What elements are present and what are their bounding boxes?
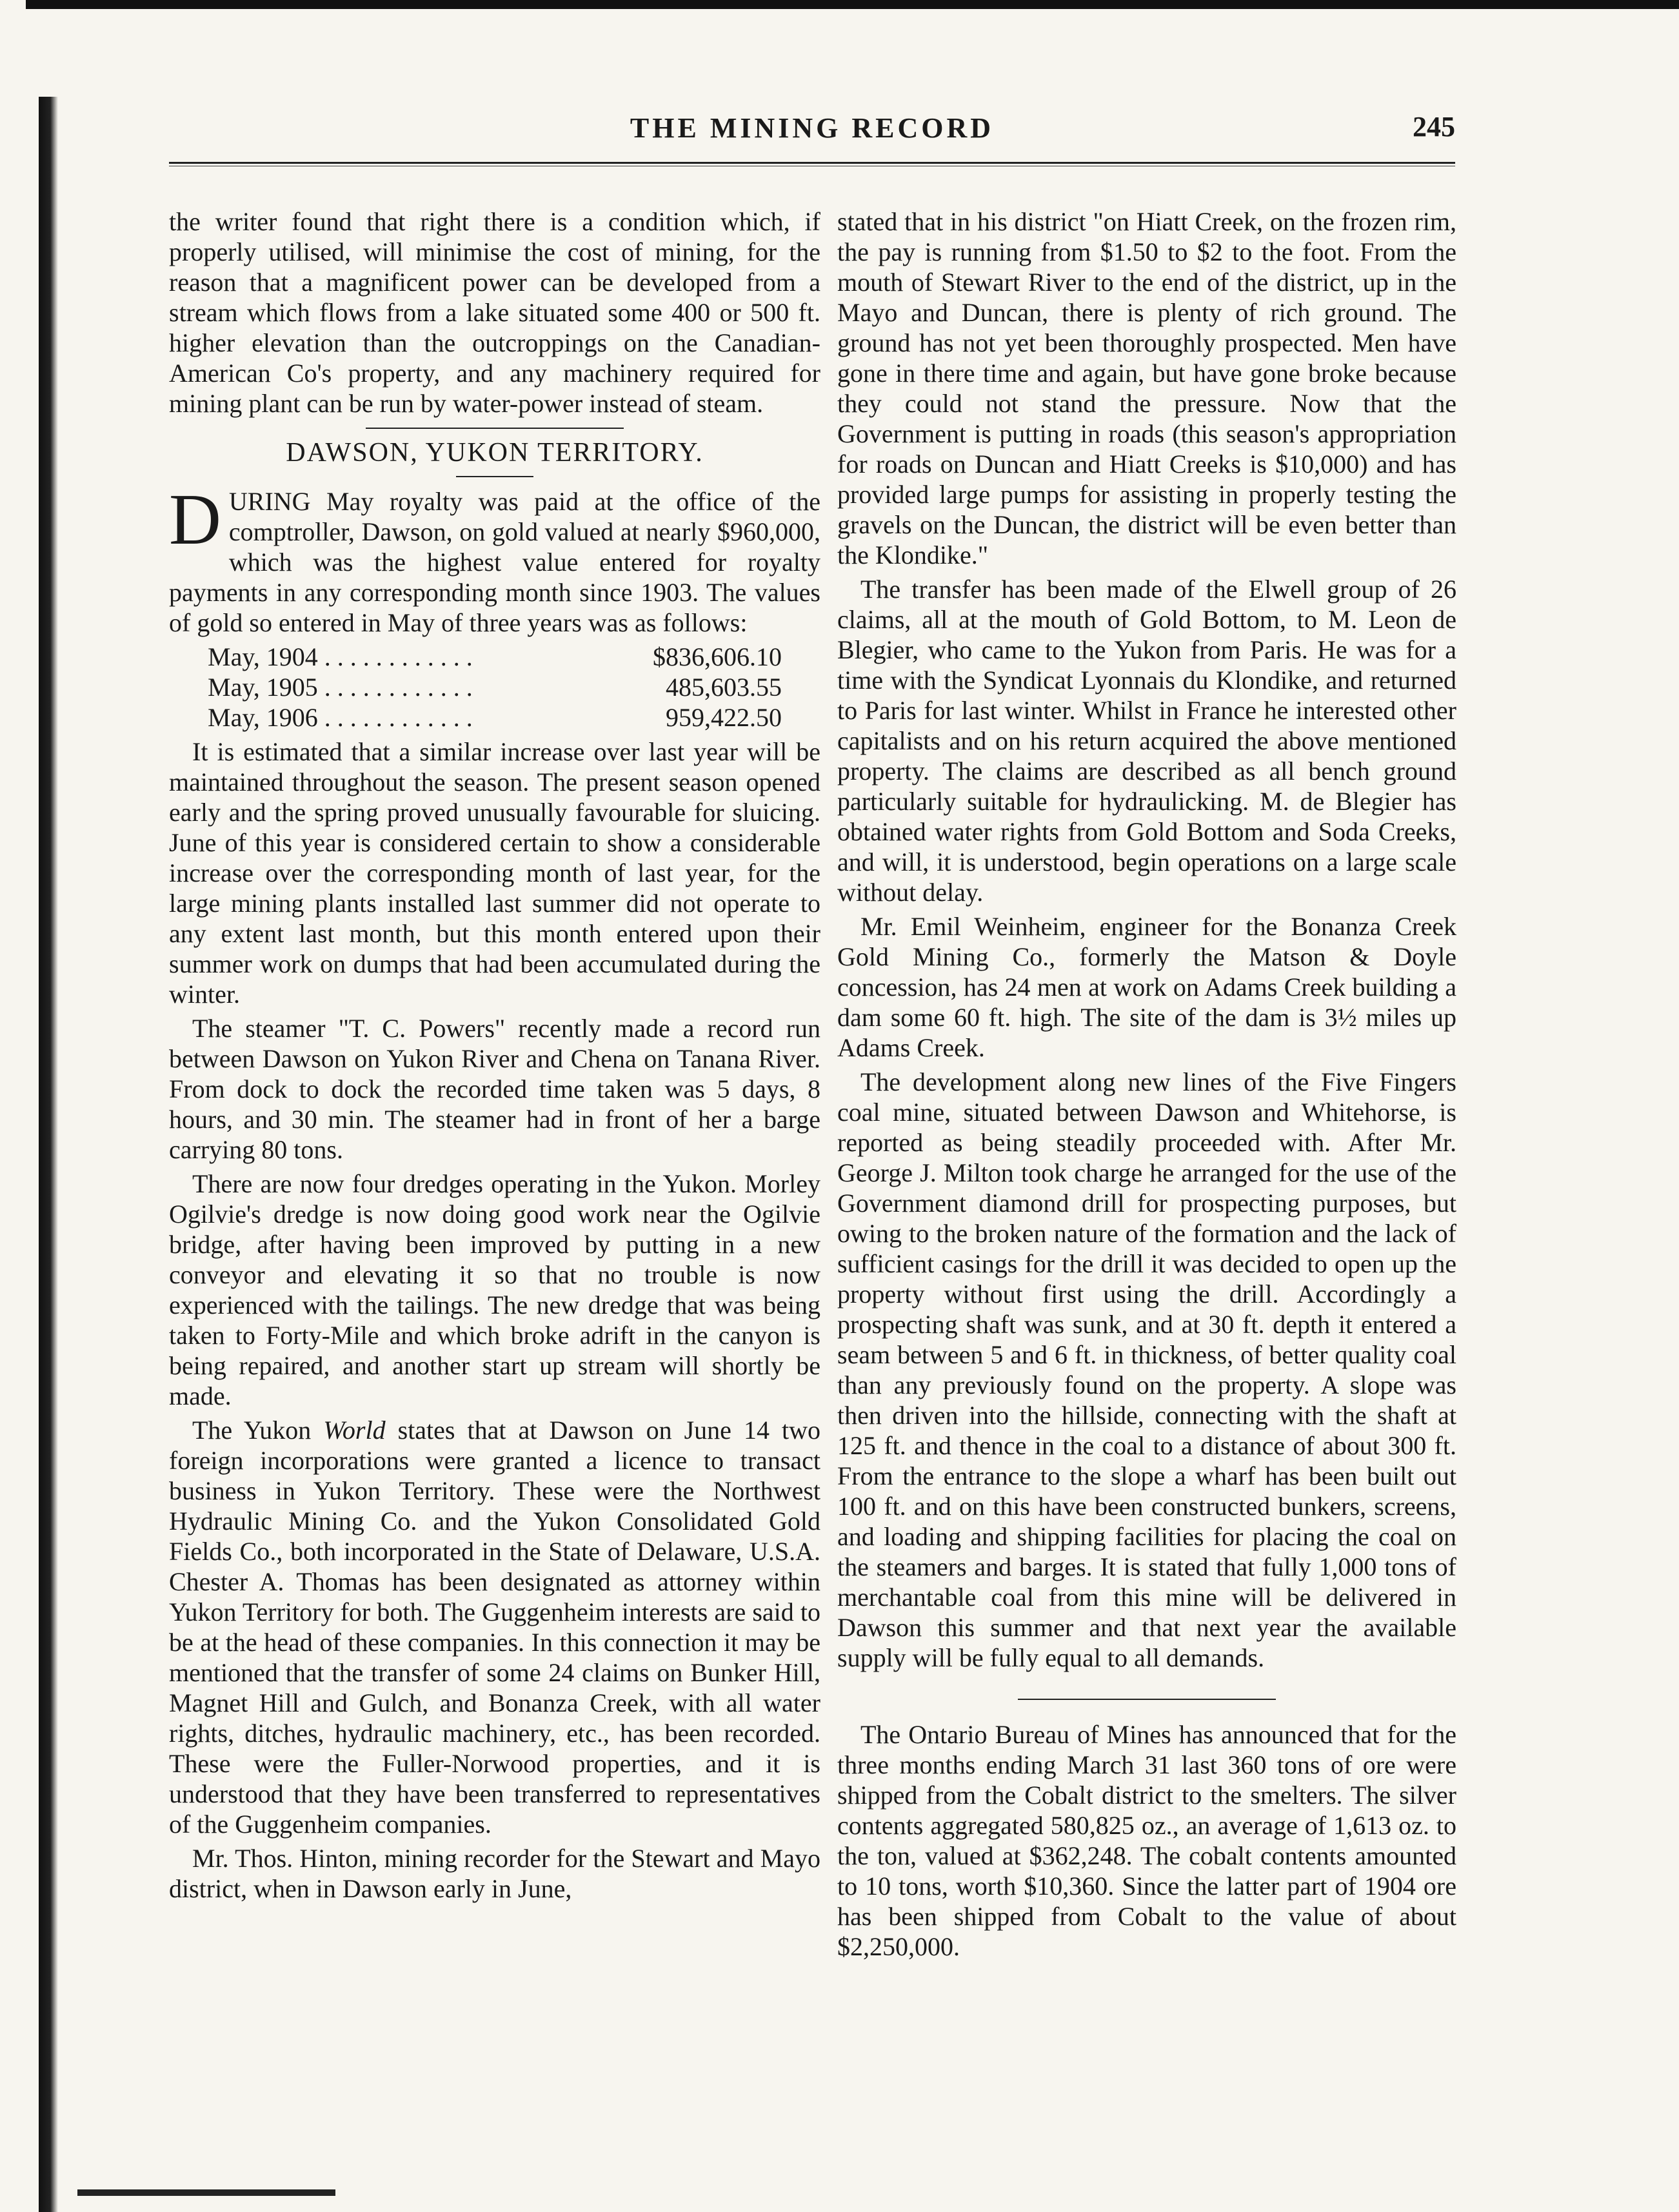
paragraph-text: states that at Dawson on June 14 two foreign incorporations were granted a licence to transact business in Yukon Territory. These were the Northwest Hydraulic Mining Co. and the Yukon Consolidated Gold Fields Co., both incorporated in the State of Delaware, U.S.A. Chester A. Thomas has been designated as attorney within Yukon Territory for both. The Guggenheim interests are said to be at the head of these companies. In this connection it may be mentioned that the transfer of some 24 claims on Bunker Hill, Magnet Hill and Gulch, and Bonanza Creek, with all water rights, ditches, hydraulic machinery, etc., has been recorded. These were the Fuller-Norwood properties, and it is understood that they have been transferred to representatives of the Guggenheim companies.: [169, 1416, 821, 1839]
running-title: THE MINING RECORD: [630, 112, 995, 144]
page-header: [169, 106, 1455, 164]
paragraph-text: URING May royalty was paid at the office of the comptroller, Dawson, on gold valued at nearly $960,000, which was the highest value entered for royalty payments in any corresponding month since 1903. The values of gold so entered in May of three years was as follows:: [169, 487, 820, 637]
table-cell-amount: 959,422.50: [666, 703, 782, 732]
paragraph: It is estimated that a similar increase over last year will be maintained throughout the season. The present season opened early and the spring proved unusually favourable for sluicing. June of this year is considered certain to show a considerable increase over the corresponding month of last year, for the large mining plants installed last summer did not operate to any extent last month, but this month entered upon their summer work on dumps that had been accumulated during the winter.: [169, 737, 820, 1009]
paragraph: The transfer has been made of the Elwell group of 26 claims, all at the mouth of Gold Bottom, to M. Leon de Blegier, who came to the Yukon from Paris. He was for a time with the Syndicat Lyonnais du Klondike, and returned to Paris for last winter. Whilst in France he interested other capitalists and on his return acquired the above mentioned property. The claims are described as all bench ground particularly suitable for hydraulicking. M. de Blegier has obtained water rights from Gold Bottom and Soda Creeks, and will, it is understood, begin operations on a large scale without delay.: [837, 575, 1456, 907]
page-number: 245: [1413, 111, 1455, 143]
left-column: [169, 206, 820, 1908]
table-row: [208, 672, 782, 702]
section-divider: [1018, 1699, 1276, 1700]
table-cell-label: May, 1904 . . . . . . . . . . . .: [208, 642, 473, 671]
section-divider: [366, 428, 624, 429]
paragraph: There are now four dredges operating in the Yukon. Morley Ogilvie's dredge is now doing good work near the Ogilvie bridge, after having been improved by putting in a new conveyor and elevating it so that no trouble is now experienced with the tailings. The new dredge that was being taken to Forty-Mile and which broke adrift in the canyon is being repaired, and another start up stream will shortly be made.: [169, 1169, 820, 1410]
drop-cap: D: [169, 480, 221, 560]
italic-publication-name: World: [323, 1416, 386, 1445]
scan-border-bottom: [77, 2189, 335, 2196]
paragraph-lead: [169, 480, 820, 638]
table-cell-label: May, 1905 . . . . . . . . . . . .: [208, 673, 473, 702]
paragraph: The development along new lines of the Five Fingers coal mine, situated between Dawson and Whitehorse, is reported as being steadily proceeded with. After Mr. George J. Milton took charge he arranged for the use of the Government diamond drill for prospecting purposes, but owing to the broken nature of the formation and the lack of sufficient casings for the drill it was decided to open up the property without first using the drill. Accordingly a prospecting shaft was sunk, and at 30 ft. depth it entered a seam between 5 and 6 ft. in thickness, of better quality coal than any previously found on the property. A slope was then driven into the hillside, connecting with the shaft at 125 ft. and thence in the coal to a distance of about 300 ft. From the entrance to the slope a wharf has been built out 100 ft. and on this have been constructed bunkers, screens, and loading and shipping facilities for placing the coal on the steamers and barges. It is stated that fully 1,000 tons of merchantable coal from this mine will be delivered in Dawson this summer and that next year the available supply will be fully equal to all demands.: [837, 1067, 1456, 1672]
paragraph-text: The Yukon: [192, 1416, 312, 1445]
table-cell-amount: 485,603.55: [666, 673, 782, 702]
header-rule: [169, 162, 1455, 166]
paragraph: stated that in his district "on Hiatt Creek, on the frozen rim, the pay is running from $1.50 to $2 to the foot. From the mouth of Stewart River to the end of the district, up in the Mayo and Duncan, there is plenty of rich ground. The ground has not yet been thoroughly prospected. Men have gone in there time and again, but have gone broke because they could not stand the pressure. Now that the Government is putting in roads (this season's appropriation for roads on Duncan and Hiatt Creeks is $10,000) and has provided large pumps for assisting in properly testing the gravels on the Duncan, the district will be even better than the Klondike.": [837, 207, 1456, 569]
paragraph: the writer found that right there is a condition which, if properly utilised, will minimise the cost of mining, for the reason that a magnificent power can be developed from a stream which flows from a lake situated some 400 or 500 ft. higher elevation than the outcroppings on the Canadian-American Co's property, and any machinery required for mining plant can be run by water-power instead of steam.: [169, 207, 820, 418]
scan-border-top: [26, 0, 1679, 9]
table-cell-label: May, 1906 . . . . . . . . . . . .: [208, 703, 473, 732]
paragraph: Mr. Thos. Hinton, mining recorder for the Stewart and Mayo district, when in Dawson early in June,: [169, 1844, 820, 1903]
table-cell-amount: $836,606.10: [653, 642, 782, 671]
paragraph: Mr. Emil Weinheim, engineer for the Bonanza Creek Gold Mining Co., formerly the Matson & Doyle concession, has 24 men at work on Adams Creek building a dam some 60 ft. high. The site of the dam is 3½ miles up Adams Creek.: [837, 912, 1456, 1062]
royalty-table: [208, 642, 782, 733]
section-title: DAWSON, YUKON TERRITORY.: [286, 438, 704, 468]
paragraph: The Ontario Bureau of Mines has announced that for the three months ending March 31 last 360 tons of ore were shipped from the Cobalt district to the smelters. The silver contents aggregated 580,825 oz., an average of 1,613 oz. to the ton, valued at $362,248. The cobalt contents amounted to 10 tons, worth $10,360. Since the latter part of 1904 ore has been shipped from Cobalt to the value of about $2,250,000.: [837, 1720, 1456, 1961]
table-row: [208, 642, 782, 672]
paragraph: The steamer "T. C. Powers" recently made a record run between Dawson on Yukon River and Chena on Tanana River. From dock to dock the recorded time taken was 5 days, 8 hours, and 30 min. The steamer had in front of her a barge carrying 80 tons.: [169, 1014, 820, 1164]
scan-border-left: [39, 97, 58, 2212]
paragraph: [169, 1415, 820, 1839]
right-column: [837, 206, 1456, 1966]
section-title-underline: [456, 476, 533, 477]
table-row: [208, 702, 782, 733]
